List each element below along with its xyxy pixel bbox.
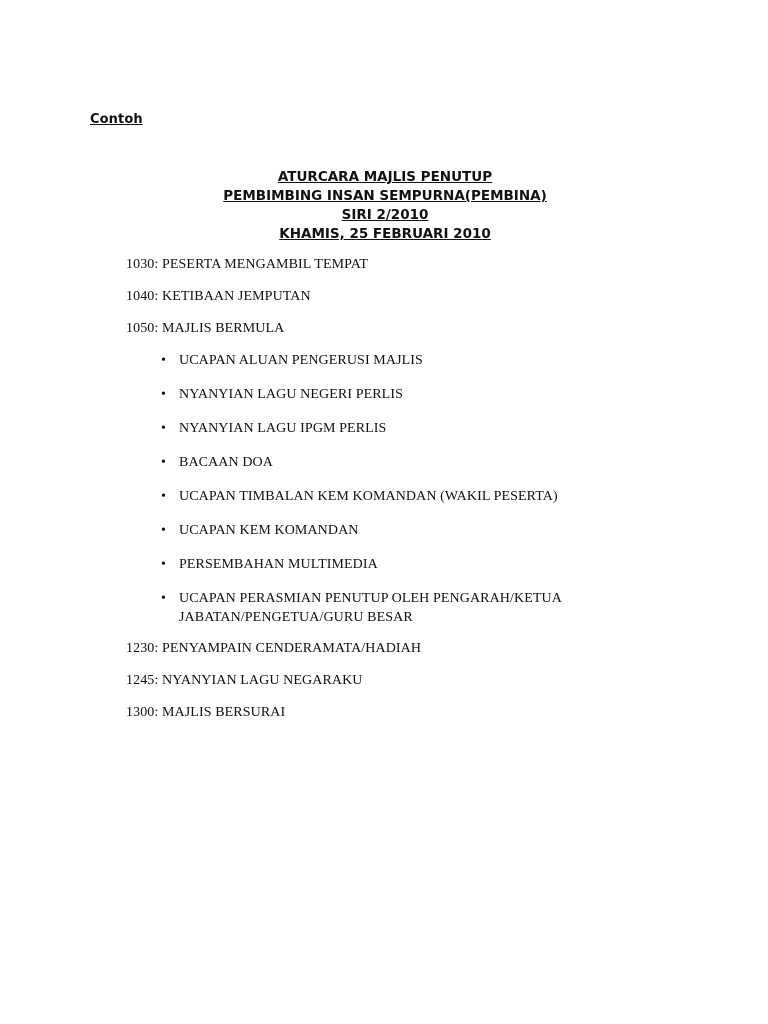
sub-item-text: NYANYIAN LAGU NEGERI PERLIS [179, 387, 403, 402]
sub-item [126, 385, 569, 404]
bullet-icon: • [161, 591, 167, 606]
sub-item [126, 419, 569, 438]
agenda-item: 1245: NYANYIAN LAGU NEGARAKU [126, 673, 363, 688]
agenda-item: 1230: PENYAMPAIN CENDERAMATA/HADIAH [126, 641, 422, 656]
bullet-icon: • [161, 489, 167, 504]
agenda-item: 1300: MAJLIS BERSURAI [126, 705, 286, 720]
heading-contoh: Contoh [90, 112, 143, 127]
title-line-4: KHAMIS, 25 FEBRUARI 2010 [279, 226, 491, 242]
title-line-1: ATURCARA MAJLIS PENUTUP [277, 169, 493, 185]
sub-item-text: PERSEMBAHAN MULTIMEDIA [179, 557, 378, 572]
sub-item-text: BACAAN DOA [179, 455, 273, 470]
agenda-list [126, 255, 569, 735]
bullet-icon: • [161, 523, 167, 538]
sub-item [126, 351, 569, 370]
sub-item-text: UCAPAN ALUAN PENGERUSI MAJLIS [179, 353, 423, 368]
sub-item [126, 453, 569, 472]
title-line-3: SIRI 2/2010 [341, 207, 429, 223]
agenda-sublist [126, 351, 569, 627]
sub-item [126, 589, 569, 627]
sub-item [126, 555, 569, 574]
agenda-item: 1040: KETIBAAN JEMPUTAN [126, 289, 311, 304]
sub-item-text: NYANYIAN LAGU IPGM PERLIS [179, 421, 387, 436]
sub-item-text: UCAPAN PERASMIAN PENUTUP OLEH PENGARAH/KETUA JABATAN/PENGETUA/GURU BESAR [179, 591, 562, 625]
sub-item [126, 521, 569, 540]
agenda-item: 1050: MAJLIS BERMULA [126, 321, 285, 336]
title-block [0, 168, 768, 244]
sub-item-text: UCAPAN KEM KOMANDAN [179, 523, 359, 538]
bullet-icon: • [161, 421, 167, 436]
bullet-icon: • [161, 557, 167, 572]
bullet-icon: • [161, 455, 167, 470]
bullet-icon: • [161, 353, 167, 368]
sub-item-text: UCAPAN TIMBALAN KEM KOMANDAN (WAKIL PESERTA) [179, 489, 558, 504]
bullet-icon: • [161, 387, 167, 402]
title-line-2: PEMBIMBING INSAN SEMPURNA(PEMBINA) [223, 188, 547, 204]
agenda-item: 1030: PESERTA MENGAMBIL TEMPAT [126, 257, 369, 272]
sub-item [126, 487, 569, 506]
